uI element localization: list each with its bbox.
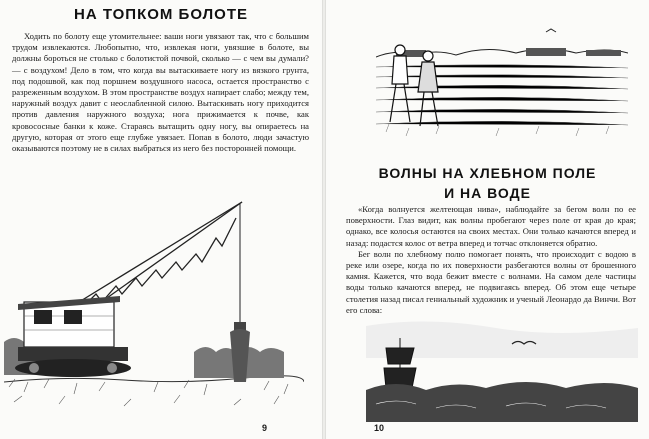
paragraph: Ходить по болоту еще утомительнее: ваши ноги увязают так, что с большим трудом извлекаются. Любопытно, что, извлекая ноги, увязшие в болоте, вы должны бороться не столько с болотистой почвой, сколько — с чем вы думали? — с воздухом! Дело в том, что когда вы вытаскиваете ногу из вязкого грунта, под подошвой, как под поршнем воздушного насоса, остается пространство с разреженным воздухом. В этом пространстве воздух напирает слабо; между тем, наружный воздух давит с неослабленной силою. Вытаскивать ногу приходится против давления наружного воздуха; нога прижимается к почве, как кровососные банки к коже. Стараясь вытащить одну ногу, вы опираетесь на другую, которая от этого еще глубже увязает. Попав в болото, люди зачастую оказываются поэтому не в силах выбраться из него без посторонней помощи.	[12, 31, 309, 154]
body-text	[346, 204, 636, 316]
right-page	[326, 0, 649, 439]
page-title: НА ТОПКОМ БОЛОТЕ	[74, 6, 248, 23]
left-page	[0, 0, 322, 439]
page-title	[326, 163, 649, 203]
body-text	[12, 31, 309, 154]
title-line-2: И НА ВОДЕ	[444, 185, 531, 201]
field-walkers-illustration	[376, 22, 628, 140]
paragraph: Бег волн по хлебному полю помогает понять, что происходит с водою в реке или озере, когда по их поверхности разбегаются волны от брошенного камня. Кажется, что вода бежит вместе с волнами. На самом деле частицы воды только качаются вперед, не подвигаясь вперед. Об этом еще четыре столетия назад писал гениальный художник и ученый Леонардо да Винчи. Вот его слова:	[346, 248, 636, 315]
title-line-1: ВОЛНЫ НА ХЛЕБНОМ ПОЛЕ	[378, 165, 597, 181]
page-number: 9	[262, 423, 268, 433]
paragraph: «Когда волнуется желтеющая нива», наблюдайте за бегом волн по ее поверхности. Глаз видит, как волны пробегают через поле от края до края; однако, все колосья остаются на своих местах. Они только качаются вперед и назад: подастся колос от ветра вперед и тотчас отклоняется обратно.	[346, 204, 636, 248]
crane-illustration	[4, 192, 304, 414]
sailing-ship-illustration	[366, 318, 638, 422]
page-number: 10	[374, 423, 385, 433]
